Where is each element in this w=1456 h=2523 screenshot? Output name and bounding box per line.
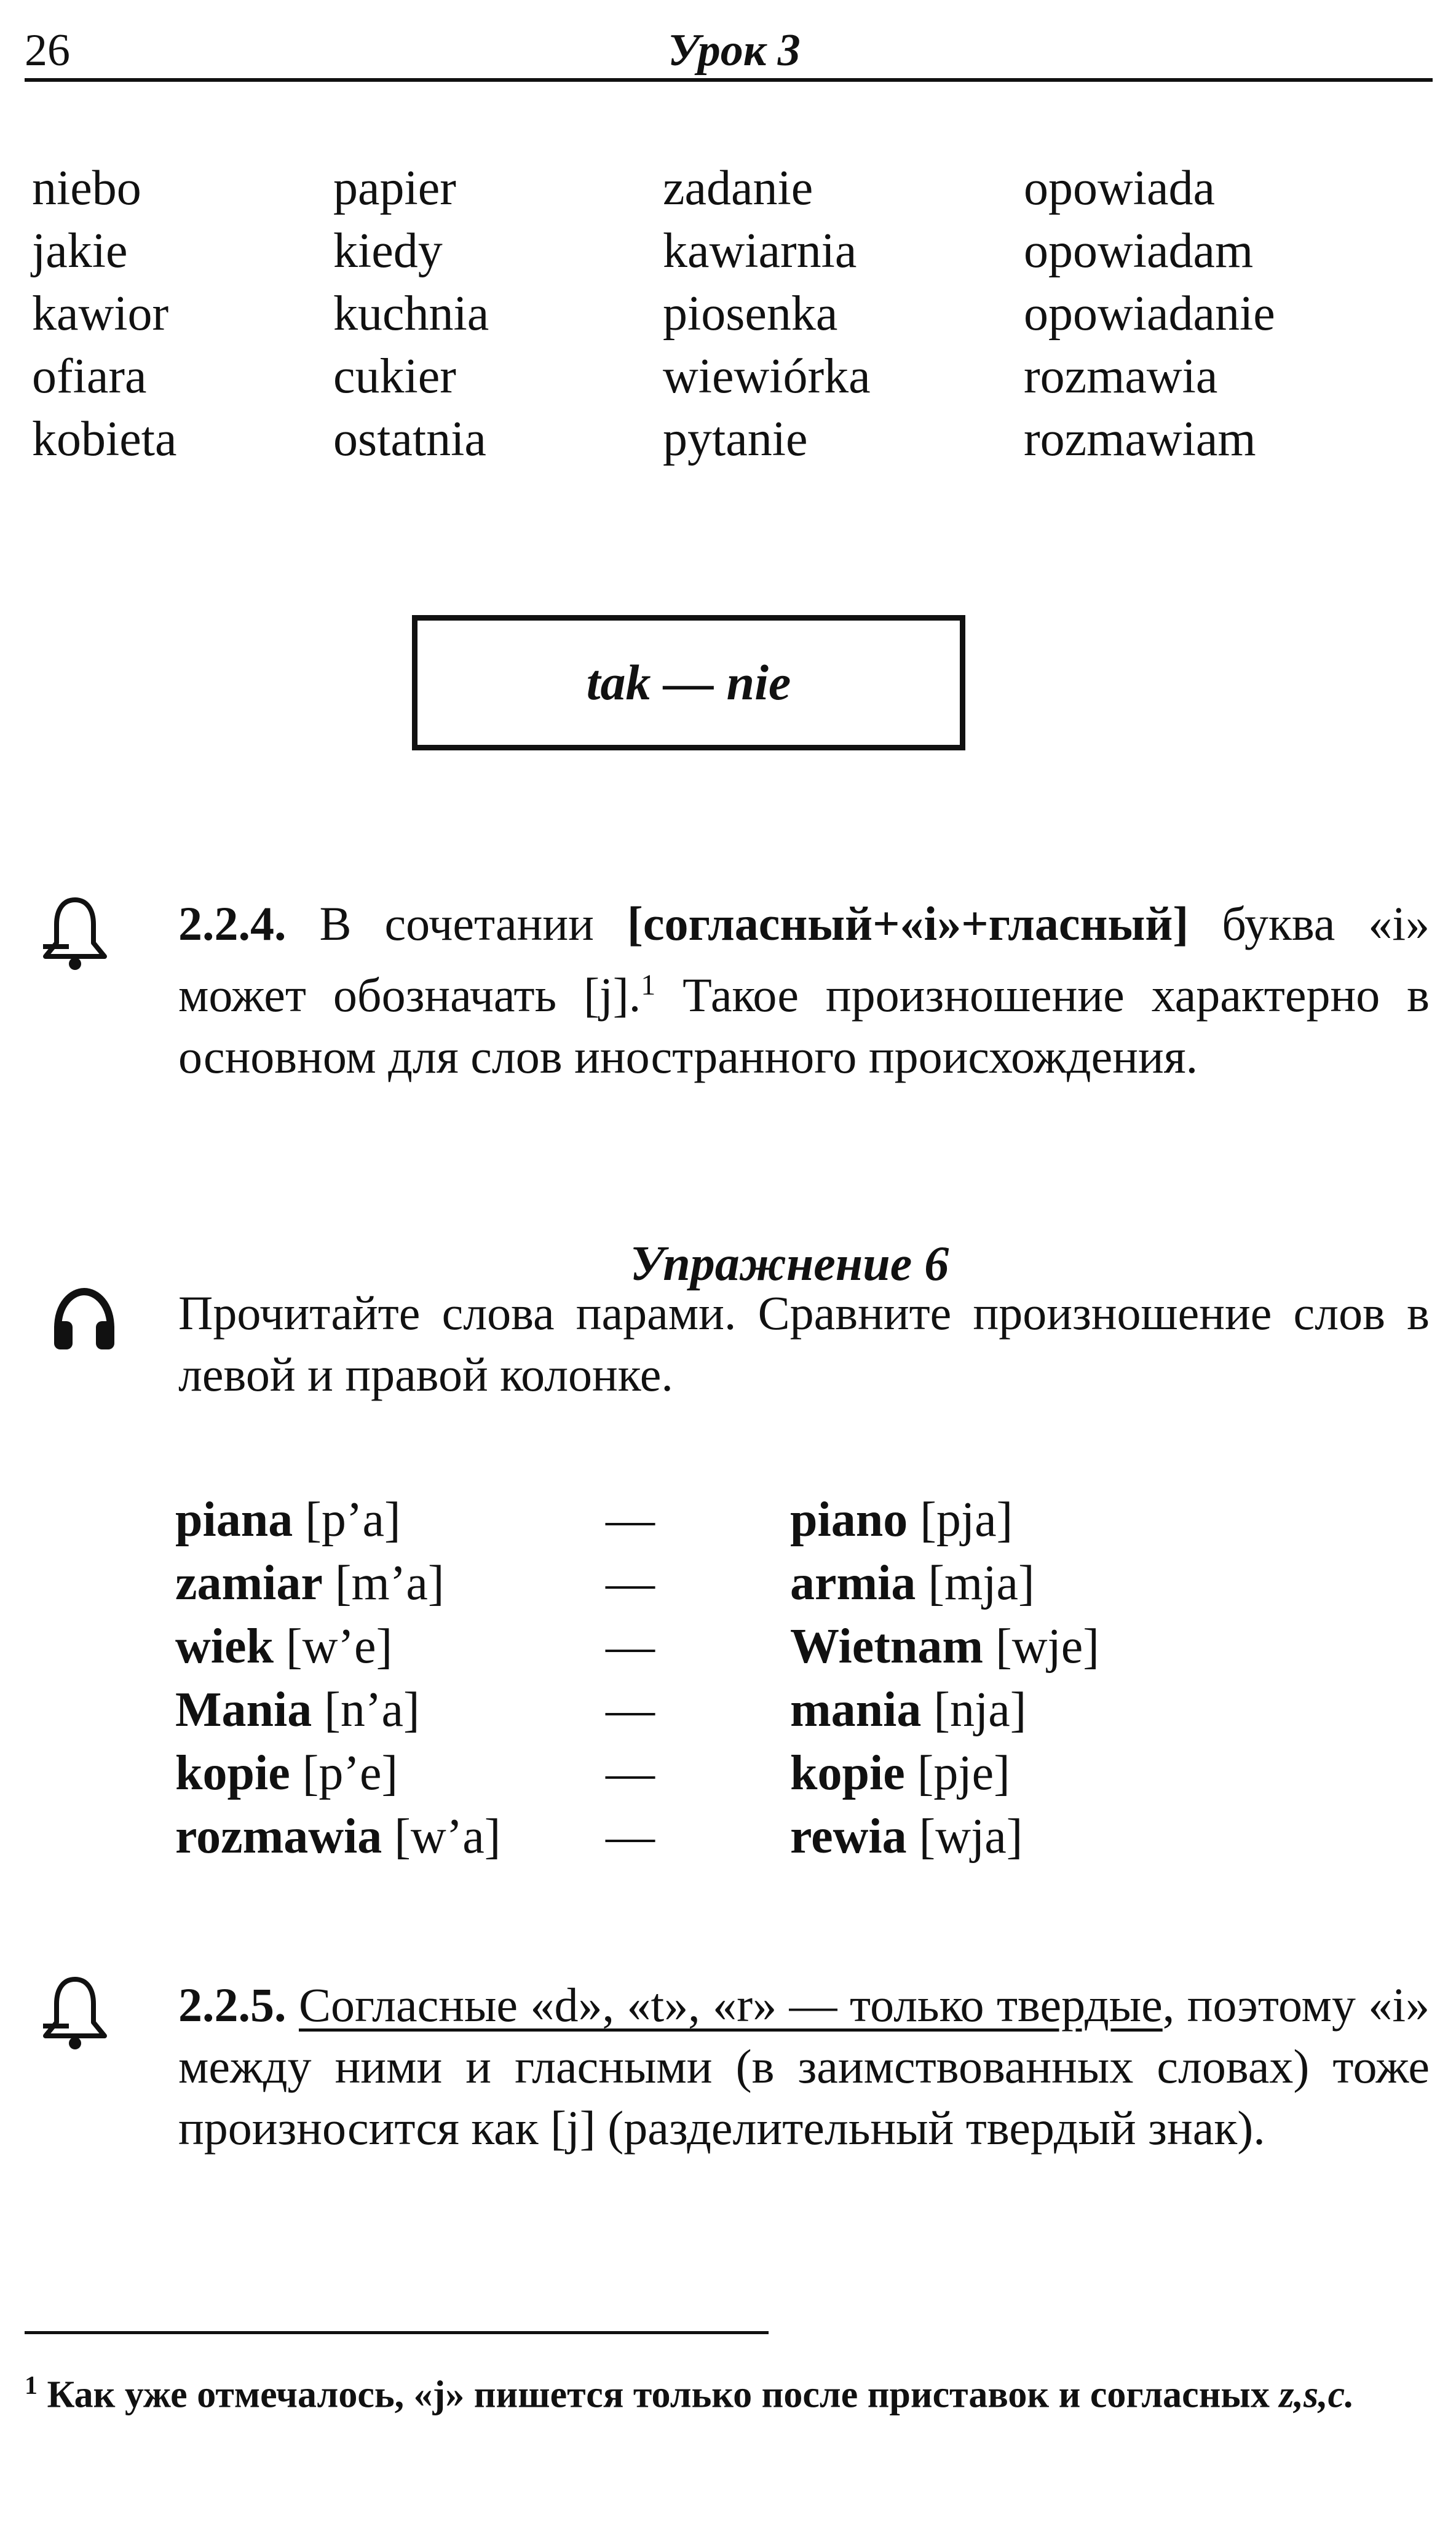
exercise-title: Упражнение 6 [630, 1237, 949, 1291]
bell-icon [38, 1974, 112, 2054]
right-word: Wietnam [790, 1619, 984, 1674]
headphones-icon [50, 1285, 118, 1353]
footnote-reference: 1 [641, 969, 656, 1001]
right-word: piano [790, 1493, 908, 1547]
right-word: rewia [790, 1810, 907, 1864]
boxed-phrase [412, 615, 965, 750]
pair-row [175, 1488, 1099, 1552]
word-column-1 [32, 157, 176, 471]
left-word: rozmawia [175, 1810, 382, 1864]
word: wiewiórka [663, 349, 871, 403]
rule-number: 2.2.4. [178, 897, 287, 950]
left-sound: [m’a] [322, 1556, 445, 1610]
pair-row [175, 1805, 1099, 1869]
word: kawior [32, 287, 169, 341]
header-rule [25, 78, 1433, 82]
left-sound: [p’e] [290, 1746, 398, 1800]
left-word: piana [175, 1493, 293, 1547]
word: kawiarnia [663, 224, 857, 278]
footnote [25, 2359, 1433, 2422]
right-sound: [wja] [906, 1810, 1023, 1864]
word: ofiara [32, 349, 147, 403]
rule-text: , поэтому «i» между ними и гласными (в заимствованных словах) тоже произносится как [j] (разделительный твердый знак). [178, 1978, 1430, 2155]
word: papier [333, 161, 456, 215]
word: rozmawia [1024, 349, 1218, 403]
word: rozmawiam [1024, 412, 1256, 466]
word: opowiadam [1024, 224, 1254, 278]
right-sound: [nja] [921, 1683, 1027, 1737]
pair-row [175, 1552, 1099, 1615]
rule-text: Такое произношение характерно в основном для слов иностранного происхождения. [178, 968, 1430, 1083]
left-sound: [n’a] [312, 1683, 420, 1737]
pair-row [175, 1615, 1099, 1679]
word: kiedy [333, 224, 443, 278]
running-title: Урок 3 [668, 25, 801, 76]
word: jakie [32, 224, 128, 278]
right-word: kopie [790, 1746, 905, 1800]
right-sound: [mja] [916, 1556, 1035, 1610]
left-word: Mania [175, 1683, 312, 1737]
word-pairs [175, 1488, 1099, 1869]
pair-dash: — [606, 1493, 655, 1547]
word-column-4 [1024, 157, 1275, 471]
word: cukier [333, 349, 456, 403]
rule-underlined-text: Согласные «d», «t», «r» — только твердые [298, 1978, 1163, 2032]
rule-2-2-5 [178, 1974, 1430, 2159]
left-sound: [p’a] [293, 1493, 401, 1547]
word: ostatnia [333, 412, 486, 466]
pair-dash: — [606, 1556, 655, 1610]
word: niebo [32, 161, 141, 215]
pair-row [175, 1679, 1099, 1742]
right-sound: [pje] [904, 1746, 1010, 1800]
rule-text: В сочетании [319, 897, 627, 950]
rule-text: буква «i» может обозначать [j]. [178, 897, 1430, 1022]
left-sound: [w’e] [274, 1619, 393, 1674]
page-number: 26 [25, 25, 70, 76]
pair-dash: — [606, 1810, 655, 1864]
word-column-3 [663, 157, 871, 471]
right-word: armia [790, 1556, 916, 1610]
word: pytanie [663, 412, 808, 466]
right-sound: [pja] [908, 1493, 1013, 1547]
word: kobieta [32, 412, 177, 466]
bell-icon [38, 895, 112, 975]
left-word: kopie [175, 1746, 290, 1800]
word: kuchnia [333, 287, 489, 341]
rule-bold-formula: [согласный+«i»+гласный] [627, 897, 1189, 950]
pair-row [175, 1742, 1099, 1805]
left-word: wiek [175, 1619, 274, 1674]
footnote-text: Как уже отмечалось, «j» пишется только после приставок и согласных [38, 2374, 1280, 2416]
rule-number: 2.2.5. [178, 1978, 287, 2032]
left-sound: [w’a] [382, 1810, 501, 1864]
footnote-letters: z,s,c. [1279, 2374, 1355, 2416]
exercise-instruction: Прочитайте слова парами. Сравните произношение слов в левой и правой колонке. [178, 1286, 1430, 1401]
word: zadanie [663, 161, 813, 215]
footnote-rule [25, 2331, 769, 2334]
word: opowiada [1024, 161, 1216, 215]
word: opowiadanie [1024, 287, 1275, 341]
footnote-marker: 1 [25, 2372, 38, 2400]
right-word: mania [790, 1683, 922, 1737]
rule-2-2-4 [178, 893, 1430, 1087]
word: piosenka [663, 287, 838, 341]
pair-dash: — [606, 1619, 655, 1674]
left-word: zamiar [175, 1556, 323, 1610]
word-column-2 [333, 157, 489, 471]
boxed-phrase-text: tak — nie [586, 654, 791, 710]
pair-dash: — [606, 1746, 655, 1800]
pair-dash: — [606, 1683, 655, 1737]
right-sound: [wje] [983, 1619, 1099, 1674]
